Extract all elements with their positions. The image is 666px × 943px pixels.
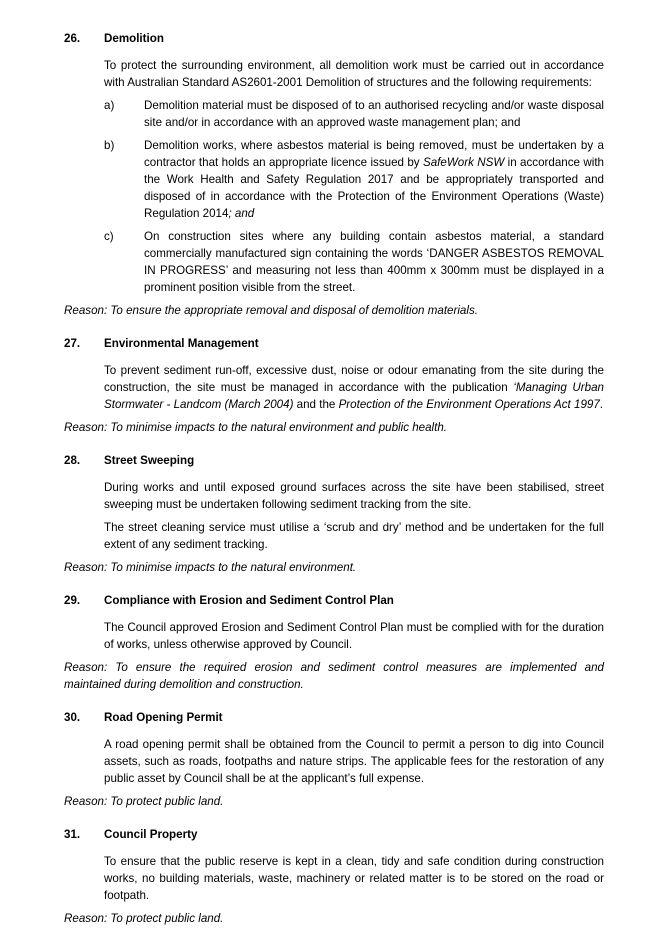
section-26 [64, 30, 604, 319]
body-text-part: . [599, 398, 604, 411]
section-number: 26. [64, 32, 81, 45]
section-28-body [104, 479, 604, 553]
section-27 [64, 335, 604, 436]
section-number: 29. [64, 594, 81, 607]
list-label: c) [104, 230, 114, 243]
body-text-italic: Protection of the Environment Operations Act 1997 [338, 398, 600, 411]
section-title: Council Property [104, 828, 198, 841]
section-30-body: A road opening permit shall be obtained from the Council to permit a person to dig into Council assets, such as roads, footpaths and nature strips. The applicable fees for the restoration of any public asset by Council shall be at the applicant’s full expense. [104, 738, 604, 785]
section-30-heading [64, 709, 604, 726]
body-text-part: and the [293, 398, 339, 411]
list-text: Demolition material must be disposed of to an authorised recycling and/or waste disposal site and/or in accordance with an approved waste management plan; and [144, 99, 604, 129]
list-label: a) [104, 99, 115, 112]
reason-text: Reason: To ensure the required erosion and sediment control measures are implemented and maintained during demolition and construction. [64, 661, 604, 691]
list-label: b) [104, 139, 115, 152]
list-text: On construction sites where any building contain asbestos material, a standard commercially manufactured sign containing the words ‘DANGER ASBESTOS REMOVAL IN PROGRESS’ and measuring not less than 400mm x 300mm must be displayed in a prominent position visible from the street. [144, 230, 604, 294]
section-28-heading [64, 452, 604, 469]
section-title: Compliance with Erosion and Sediment Control Plan [104, 594, 394, 607]
body-paragraph: The street cleaning service must utilise a ‘scrub and dry’ method and be undertaken for the full extent of any sediment tracking. [104, 521, 604, 551]
reason-text: Reason: To protect public land. [64, 912, 224, 925]
list-text-part: Demolition works, where asbestos material is being removed, must be undertaken by a contractor that holds an appropriate licence issued by [144, 139, 604, 169]
section-31 [64, 826, 604, 927]
section-26-intro: To protect the surrounding environment, all demolition work must be carried out in accordance with Australian Standard AS2601-2001 Demolition of structures and the following requirements: [104, 59, 604, 89]
body-text-part: To prevent sediment run-off, excessive dust, noise or odour emanating from the site during the construction, the site must be managed in accordance with the publication [104, 364, 604, 394]
reason-text: Reason: To ensure the appropriate removal and disposal of demolition materials. [64, 304, 478, 317]
reason-text: Reason: To protect public land. [64, 795, 224, 808]
document-page [64, 30, 604, 943]
section-title: Environmental Management [104, 337, 259, 350]
body-paragraph: During works and until exposed ground surfaces across the site have been stabilised, street sweeping must be undertaken following sediment tracking from the site. [104, 481, 604, 511]
body-text-italic: ‘Managing Urban Stormwater - Landcom (March 2004) [104, 381, 604, 411]
section-title: Road Opening Permit [104, 711, 223, 724]
section-title: Street Sweeping [104, 454, 195, 467]
section-26-heading [64, 30, 604, 47]
section-31-heading [64, 826, 604, 843]
list-item-a [104, 97, 604, 131]
section-29-body: The Council approved Erosion and Sediment Control Plan must be complied with for the duration of works, unless otherwise approved by Council. [104, 621, 604, 651]
section-29 [64, 592, 604, 693]
section-number: 27. [64, 337, 81, 350]
list-item-c [104, 228, 604, 296]
section-28 [64, 452, 604, 576]
list-text-italic: SafeWork NSW [422, 156, 505, 169]
list-text [144, 137, 604, 222]
section-number: 31. [64, 828, 81, 841]
reason-text: Reason: To minimise impacts to the natural environment and public health. [64, 421, 448, 434]
section-title: Demolition [104, 32, 164, 45]
section-number: 30. [64, 711, 81, 724]
reason-text: Reason: To minimise impacts to the natural environment. [64, 561, 357, 574]
section-31-body: To ensure that the public reserve is kept in a clean, tidy and safe condition during construction works, no building materials, waste, machinery or related matter is to be stored on the road or footpath. [104, 855, 604, 902]
section-27-body [104, 362, 604, 413]
list-text-italic: ; and [228, 207, 255, 220]
section-30 [64, 709, 604, 810]
section-number: 28. [64, 454, 81, 467]
list-text-part: in accordance with the Work Health and Safety Regulation 2017 and be appropriately transported and disposed of in accordance with the Protection of the Environment Operations (Waste) Regulation 2014 [144, 156, 604, 220]
list-item-b [104, 137, 604, 222]
section-29-heading [64, 592, 604, 609]
section-27-heading [64, 335, 604, 352]
